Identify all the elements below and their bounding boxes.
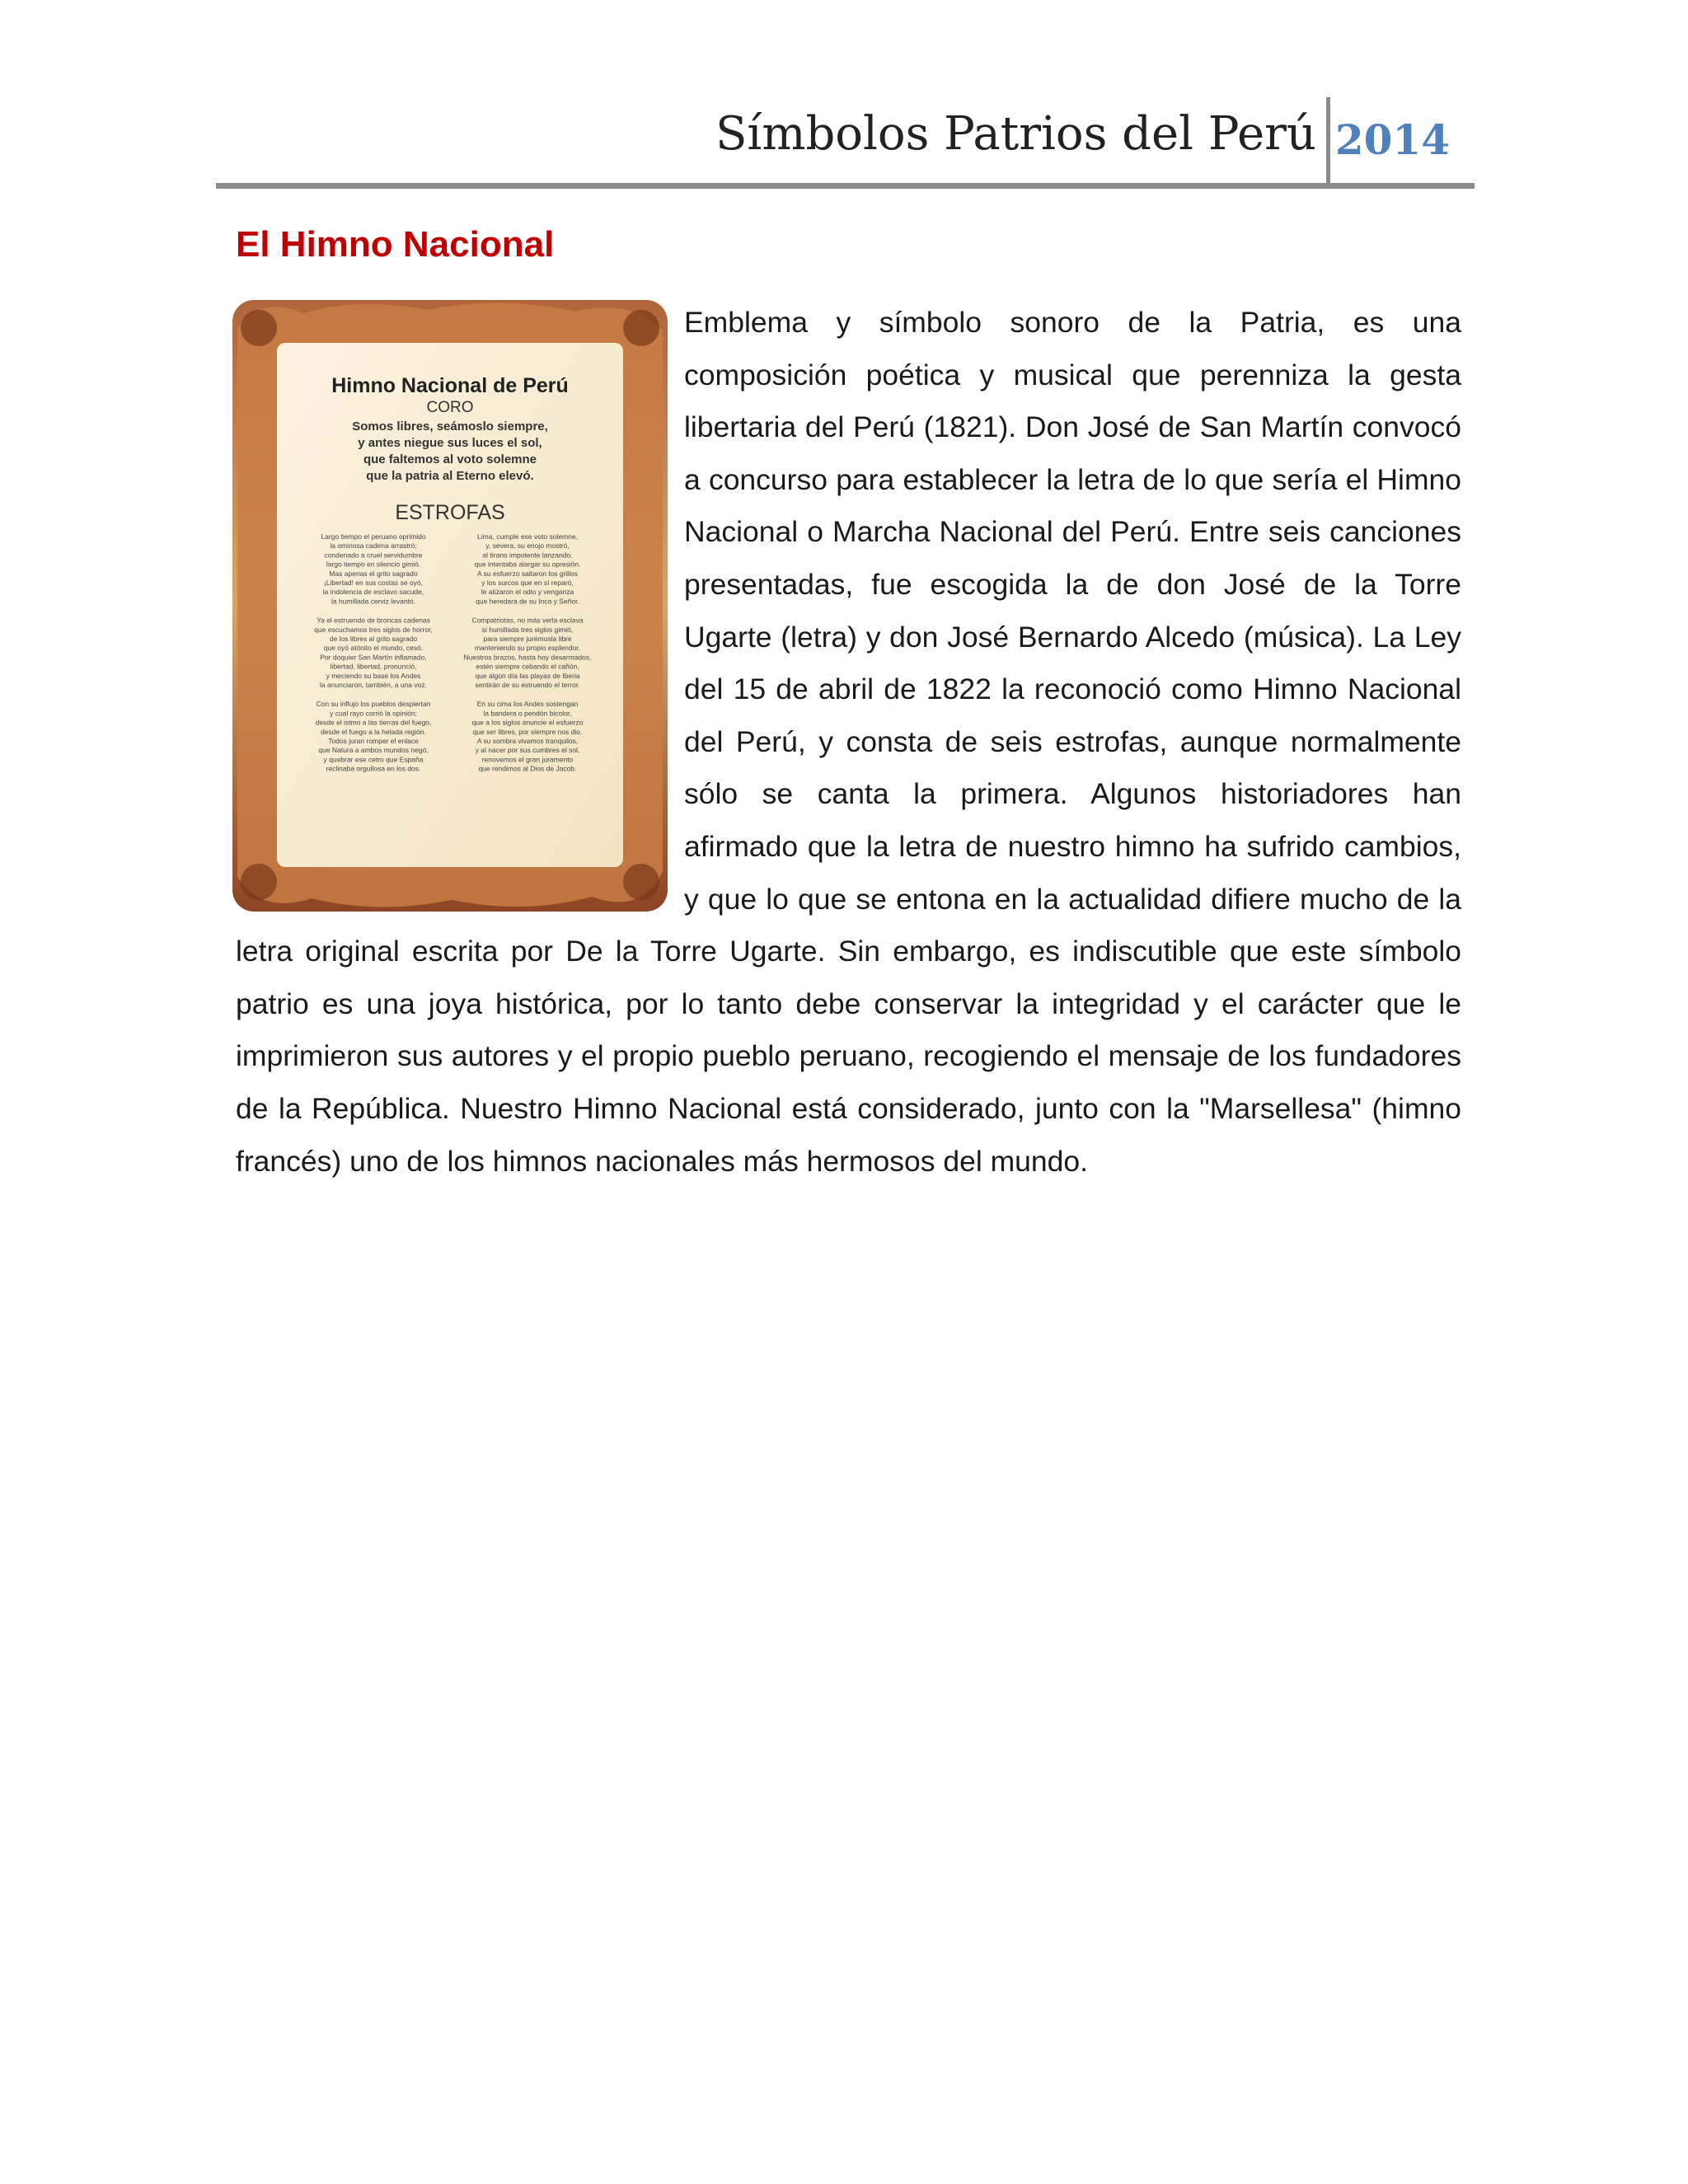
scroll-stanza-line: y cual rayo corrió la opinión;: [330, 709, 417, 718]
scroll-stanzas-label: ESTROFAS: [395, 501, 505, 524]
scroll-stanza-line: reclinaba orgullosa en los dos.: [326, 764, 421, 773]
scroll-stanza-line: que algún día las playas de Iberia: [475, 671, 580, 680]
scroll-chorus-line: que faltemos al voto solemne: [363, 452, 537, 466]
scroll-curl-ornament: [623, 864, 659, 900]
anthem-scroll-image: [229, 295, 684, 926]
scroll-stanza-line: ¡Libertad! en sus costas se oyó,: [323, 579, 424, 587]
scroll-stanza-line: y meciendo su base los Andes: [326, 671, 421, 680]
scroll-stanza-line: si humillada tres siglos gimió,: [481, 625, 574, 634]
header-divider: [1326, 97, 1330, 183]
scroll-stanza-line: que escuchamos tres siglos de horror,: [314, 625, 433, 634]
scroll-curl-ornament: [241, 310, 277, 346]
scroll-stanza-line: largo tiempo en silencio gimió.: [326, 560, 421, 569]
body-paragraph-block: [236, 297, 1461, 1188]
scroll-stanza-line: sentirán de su estruendo el terror.: [475, 681, 580, 689]
scroll-stanza-line: A su sombra vivamos tranquilos,: [476, 737, 579, 745]
body-paragraph: Emblema y símbolo sonoro de la Patria, es una composición poética y musical que perenniza la gesta libertaria del Perú (1821). Don José de San Martín convocó a concurso para establecer la letra de lo que sería el Himno Nacional o Marcha Nacional del Perú. Entre seis canciones presentadas, fue escogida la de don José de la Torre Ugarte (letra) y don José Bernardo Alcedo (música). La Ley del 15 de abril de 1822 la reconoció como Himno Nacional del Perú, y consta de seis estrofas, aunque normalmente sólo se canta la primera. Algunos historiadores han afirmado que la letra de nuestro himno ha sufrido cambios, y que lo que se entona en la actualidad difiere mucho de la letra original escrita por De la Torre Ugarte. Sin embargo, es indiscutible que este símbolo patrio es una joya histórica, por lo tanto debe conservar la integridad y el carácter que le imprimieron sus autores y el propio pueblo peruano, recogiendo el mensaje de los fundadores de la República. Nuestro Himno Nacional está considerado, junto con la "Marsellesa" (himno francés) uno de los himnos nacionales más hermosos del mundo.: [236, 306, 1461, 1178]
scroll-stanza-line: Por doquier San Martín inflamado,: [320, 653, 427, 662]
section-heading: El Himno Nacional: [236, 224, 555, 265]
scroll-stanza-line: que heredara de su Inca y Señor.: [476, 597, 579, 606]
scroll-chorus-label: CORO: [426, 399, 474, 416]
scroll-stanza-line: Lima, cumple ese voto solemne,: [477, 532, 578, 541]
scroll-stanza-line: la anunciaron, también, a una voz.: [320, 681, 427, 689]
anthem-scroll-illustration: [229, 295, 671, 915]
scroll-stanza-line: la indolencia de esclavo sacude,: [322, 588, 424, 597]
scroll-curl-ornament: [623, 310, 659, 346]
scroll-stanza-line: condenado a cruel servidumbre: [324, 551, 423, 560]
scroll-stanza-line: Compatriotas, no más verla esclava: [471, 616, 584, 625]
scroll-stanza-line: la ominosa cadena arrastró;: [330, 541, 417, 551]
scroll-stanza-line: de los libres al grito sagrado: [329, 635, 418, 643]
scroll-stanza-line: desde el istmo a las tierras del fuego,: [315, 718, 432, 727]
scroll-stanza-line: que oyó atónito el mundo, cesó.: [323, 644, 424, 653]
scroll-stanza-line: que Natura a ambos mundos negó,: [318, 746, 429, 755]
header-rule: [216, 183, 1475, 189]
page-header: [216, 97, 1475, 193]
scroll-stanza-line: para siempre jurémosla libre: [483, 635, 572, 643]
scroll-stanza-line: Largo tiempo el peruano oprimido: [321, 532, 426, 541]
scroll-stanza-line: libertad, libertad, pronunció,: [330, 662, 417, 671]
scroll-stanza-line: En su cima los Andes sostengan: [476, 700, 579, 709]
scroll-stanza-line: A su esfuerzo saltaron los grillos: [477, 569, 578, 578]
scroll-title: Himno Nacional de Perú: [331, 374, 569, 397]
scroll-stanza-line: Nuestros brazos, hasta hoy desarmados,: [463, 653, 592, 662]
scroll-stanza-line: Mas apenas el grito sagrado: [329, 569, 418, 578]
scroll-stanza-line: y quebrar ese cetro que España: [323, 755, 424, 764]
scroll-stanza-line: manteniendo su propio esplendor.: [474, 644, 581, 653]
scroll-stanza-line: Todos juran romper el enlace: [328, 737, 419, 745]
scroll-stanza-line: y los surcos que en sí reparó,: [481, 579, 574, 587]
scroll-stanza-line: la bandera o pendón bicolor,: [483, 709, 572, 718]
scroll-stanza-line: al tirano impotente lanzando,: [482, 551, 573, 560]
scroll-stanza-line: le atizaron el odio y venganza: [481, 588, 574, 597]
scroll-chorus-line: y antes niegue sus luces el sol,: [358, 436, 542, 450]
scroll-stanza-line: que rendimos al Dios de Jacob.: [478, 764, 577, 773]
scroll-stanza-line: que a los siglos anuncie el esfuerzo: [471, 718, 584, 727]
scroll-stanza-line: renovemos el gran juramento: [481, 755, 574, 764]
scroll-stanza-line: Ya el estruendo de broncas cadenas: [316, 616, 430, 625]
header-title: Símbolos Patrios del Perú: [715, 107, 1316, 161]
scroll-stanza-line: desde el fuego a la helada región.: [320, 727, 427, 736]
scroll-chorus-line: Somos libres, seámoslo siempre,: [352, 419, 548, 434]
scroll-curl-ornament: [241, 864, 277, 900]
scroll-stanza-line: y al nacer por sus cumbres el sol,: [475, 746, 580, 755]
scroll-stanza-line: la humillada cerviz levantó.: [331, 597, 416, 606]
scroll-chorus-line: que la patria al Eterno elevó.: [366, 469, 534, 483]
scroll-stanza-line: que intentaba alargar su opresión.: [474, 560, 581, 569]
scroll-stanza-line: y, severa, su enojo mostró,: [485, 541, 570, 551]
scroll-stanza-line: que ser libres, por siempre nos dio.: [472, 727, 583, 736]
scroll-stanza-line: Con su influjo los pueblos despiertan: [316, 700, 431, 709]
scroll-stanza-line: estén siempre cebando el cañón,: [476, 662, 579, 671]
header-year: 2014: [1334, 115, 1450, 164]
